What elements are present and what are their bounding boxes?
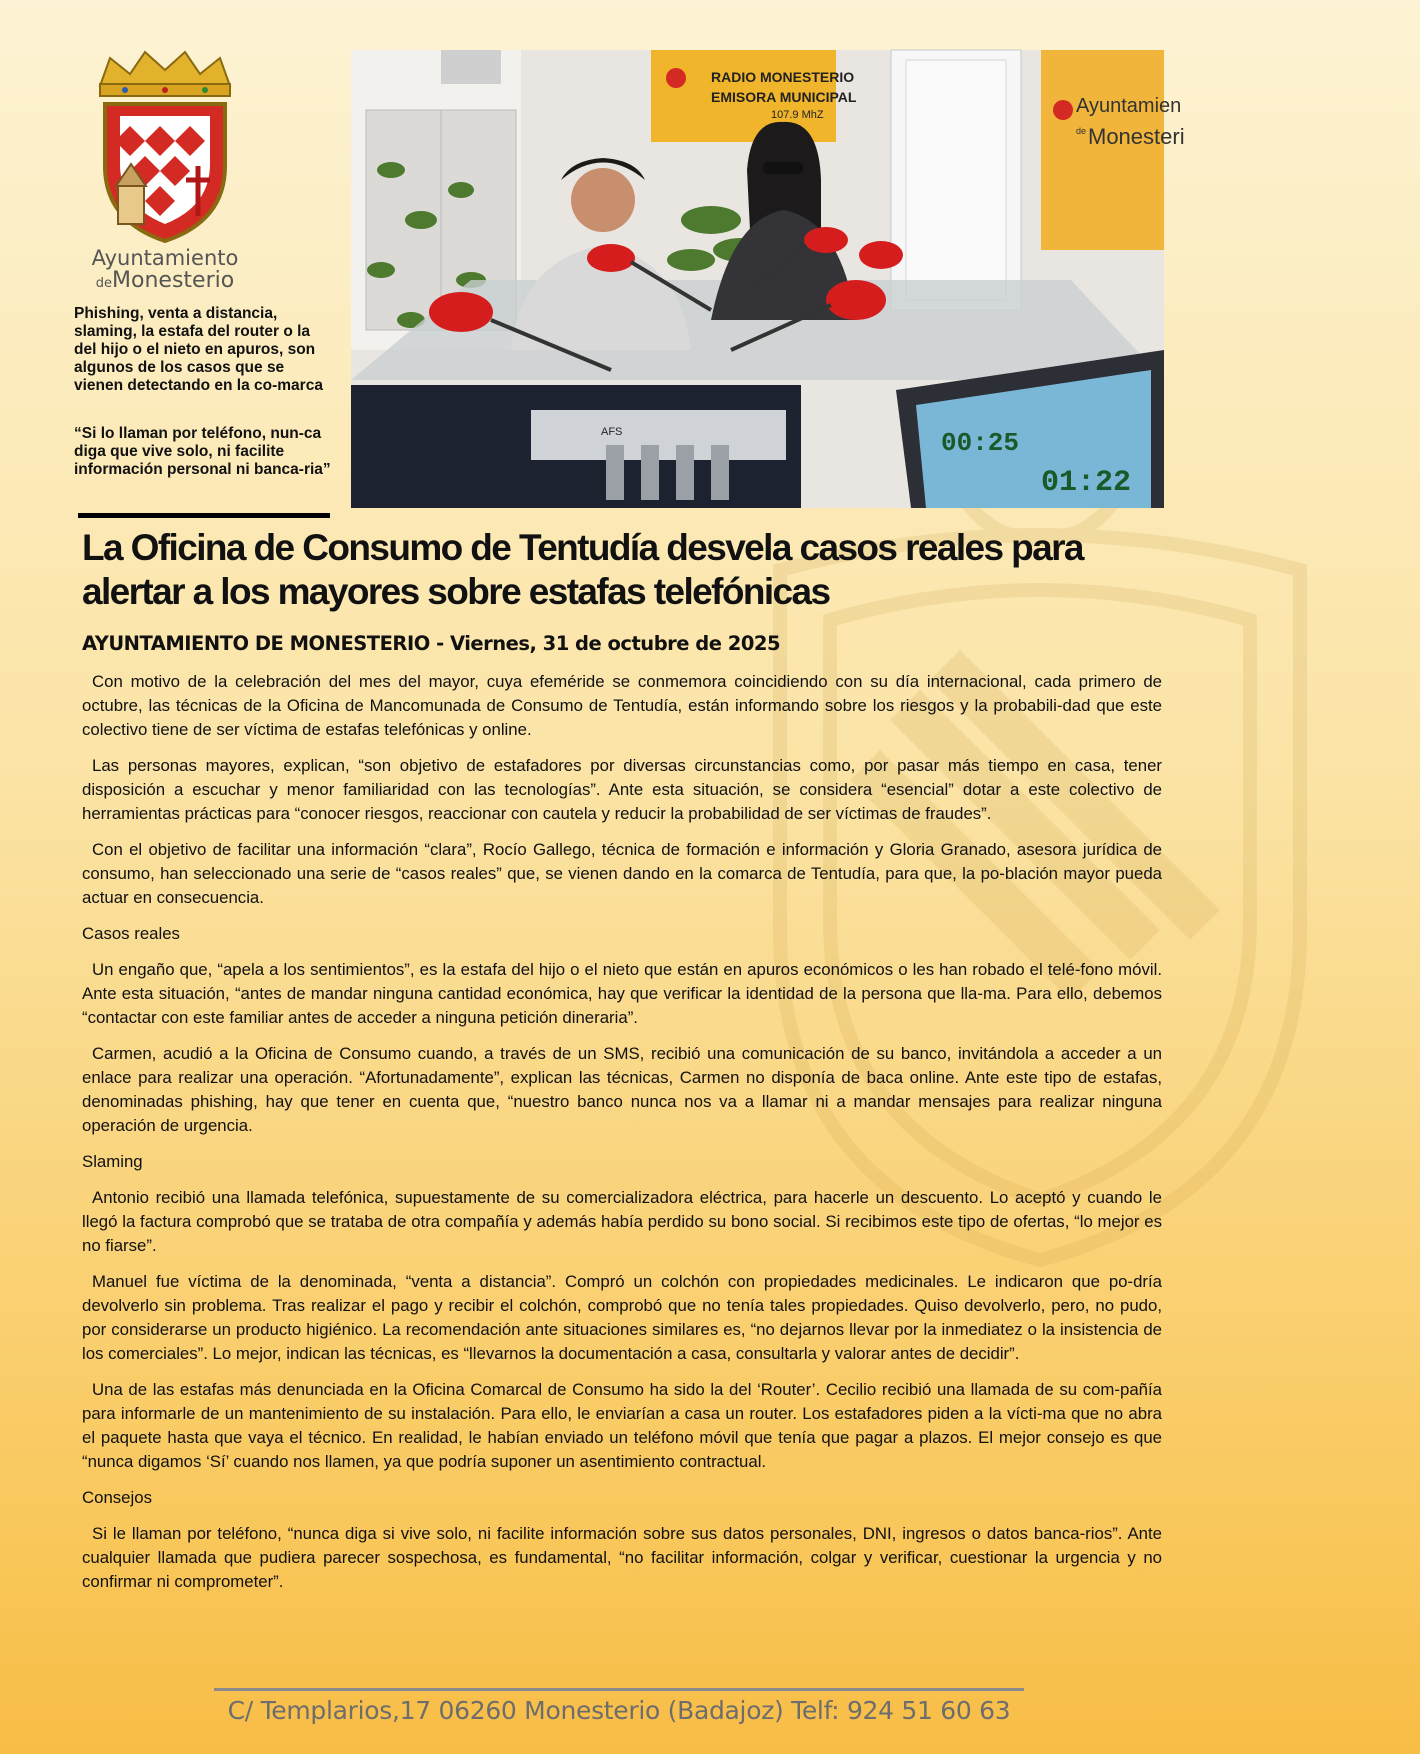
wall-text-line2: Monesteri: [1088, 124, 1185, 149]
municipality-logo: [70, 46, 260, 294]
mixer-label: AFS: [601, 426, 623, 438]
subheading-casos-reales: Casos reales: [82, 924, 180, 943]
article-body: [82, 670, 1162, 1606]
article-byline: AYUNTAMIENTO DE MONESTERIO - Viernes, 31 de octubre de 2025: [82, 632, 781, 655]
article-paragraph-7: Manuel fue víctima de la denominada, “venta a distancia”. Compró un colchón con propiedades medicinales. Le indicaron que po-dría devolverlo sin problema. Tras realizar el pago y recibir el colchón, comprobó que no tenía tales propiedades. Quiso devolverlo, pero, no pudo, por considerarse un producto higiénico. La recomendación ante situaciones similares es, “no dejarnos llevar por la inmediatez o la insistencia de los comerciales”. Lo mejor, indican las técnicas, es “llevarnos la documentación a casa, consultarla y valorar antes de decidir”.: [82, 1272, 1162, 1363]
article-paragraph-6: Antonio recibió una llamada telefónica, supuestamente de su comercializadora eléctrica, para hacerle un descuento. Lo aceptó y cuando le llegó la factura comprobó que se trataba de otra compañía y además había perdido su bono social. Si recibimos este tipo de ofertas, “lo mejor es no fiarse”.: [82, 1188, 1162, 1255]
article-paragraph-4: Un engaño que, “apela a los sentimientos”, es la estafa del hijo o el nieto que están en apuros económicos o les han robado el telé-fono móvil. Ante esta situación, “antes de mandar ninguna cantidad económica, hay que verificar la identidad de la persona que lla-ma. Para ello, debemos “contactar con este familiar antes de acceder a ninguna petición dineraria”.: [82, 960, 1162, 1027]
wall-text-prefix: de: [1076, 126, 1087, 136]
subheading-slaming: Slaming: [82, 1152, 143, 1171]
wall-text-line1: Ayuntamien: [1076, 95, 1182, 117]
logo-name-line1: Ayuntamiento: [91, 246, 239, 270]
radio-banner-line2: EMISORA MUNICIPAL: [711, 89, 857, 105]
article-headline: La Oficina de Consumo de Tentudía desvela casos reales para alertar a los mayores sobre estafas telefónicas: [82, 527, 1083, 612]
coat-of-arms-icon: [70, 46, 260, 246]
logo-name-line2: deMonesterio: [95, 268, 235, 293]
article-paragraph-2: Las personas mayores, explican, “son objetivo de estafadores por diversas circunstancias como, por pasar más tiempo en casa, tener disposición a escuchar y menor familiaridad con las tecnologías”. Ante esta situación, se considera “esencial” dotar a este colectivo de herramientas prácticas para “conocer riesgos, reaccionar con cautela y reducir la probabilidad de ser víctimas de fraudes”.: [82, 756, 1162, 823]
subheading-consejos: Consejos: [82, 1488, 152, 1507]
lede-summary: Phishing, venta a distancia, slaming, la estafa del router o la del hijo o el nieto en apuros, son algunos de los casos que se vienen detectando en la co-marca: [74, 305, 323, 394]
monitor-time1: 00:25: [941, 428, 1020, 458]
article-paragraph-5: Carmen, acudió a la Oficina de Consumo cuando, a través de un SMS, recibió una comunicación de su banco, invitándola a acceder a un enlace para realizar una operación. “Afortunadamente”, explican las técnicas, Carmen no disponía de baca online. Ante este tipo de estafas, denominadas phishing, hay que tener en cuenta que, “nuestro banco nunca nos va a llamar ni a mandar mensajes para realizar ninguna operación de urgencia.: [82, 1044, 1162, 1135]
radio-studio-photo: [351, 50, 1185, 508]
lede-divider: [78, 513, 330, 518]
article-paragraph-1: Con motivo de la celebración del mes del mayor, cuya efeméride se conmemora coincidiendo con su día internacional, cada primero de octubre, las técnicas de la Oficina de Mancomunada de Consumo de Tentudía, están informando sobre los riesgos y la probabili-dad que este colectivo tiene de ser víctima de estafas telefónicas y online.: [82, 672, 1162, 739]
monitor-time2: 01:22: [1041, 466, 1132, 500]
footer-address: C/ Templarios,17 06260 Monesterio (Badajoz) Telf: 924 51 60 63: [227, 1696, 1011, 1725]
footer-divider: [214, 1688, 1024, 1691]
article-paragraph-8: Una de las estafas más denunciada en la Oficina Comarcal de Consumo ha sido la del ‘Router’. Cecilio recibió una llamada de su com-pañía para informarle de un mantenimiento de su instalación. Para ello, le enviarían a casa un router. Los estafadores piden a la vícti-ma que no abra el paquete hasta que vaya el técnico. En realidad, le habían enviado un teléfono móvil que tenía que pagar a plazos. El mejor consejo es que “nunca digamos ‘Sí’ cuando nos llamen, ya que podría suponer un asentimiento contractual.: [82, 1380, 1162, 1471]
radio-banner-line1: RADIO MONESTERIO: [711, 69, 855, 85]
radio-banner-line3: 107.9 MhZ: [771, 109, 824, 121]
article-paragraph-9: Si le llaman por teléfono, “nunca diga si vive solo, ni facilite información sobre sus datos personales, DNI, ingresos o datos banca-rios”. Ante cualquier llamada que pudiera parecer sospechosa, es fundamental, “no facilitar información, colgar y verificar, cuestionar la urgencia y no confirmar ni comprometer”.: [82, 1524, 1162, 1591]
article-paragraph-3: Con el objetivo de facilitar una información “clara”, Rocío Gallego, técnica de formación e información y Gloria Granado, asesora jurídica de consumo, han seleccionado una serie de “casos reales” que, se vienen dando en la comarca de Tentudía, para que, la po-blación mayor pueda actuar en consecuencia.: [82, 840, 1162, 907]
lede-quote: “Si lo llaman por teléfono, nun-ca diga que vive solo, ni facilite información personal ni banca-ria”: [74, 425, 331, 478]
